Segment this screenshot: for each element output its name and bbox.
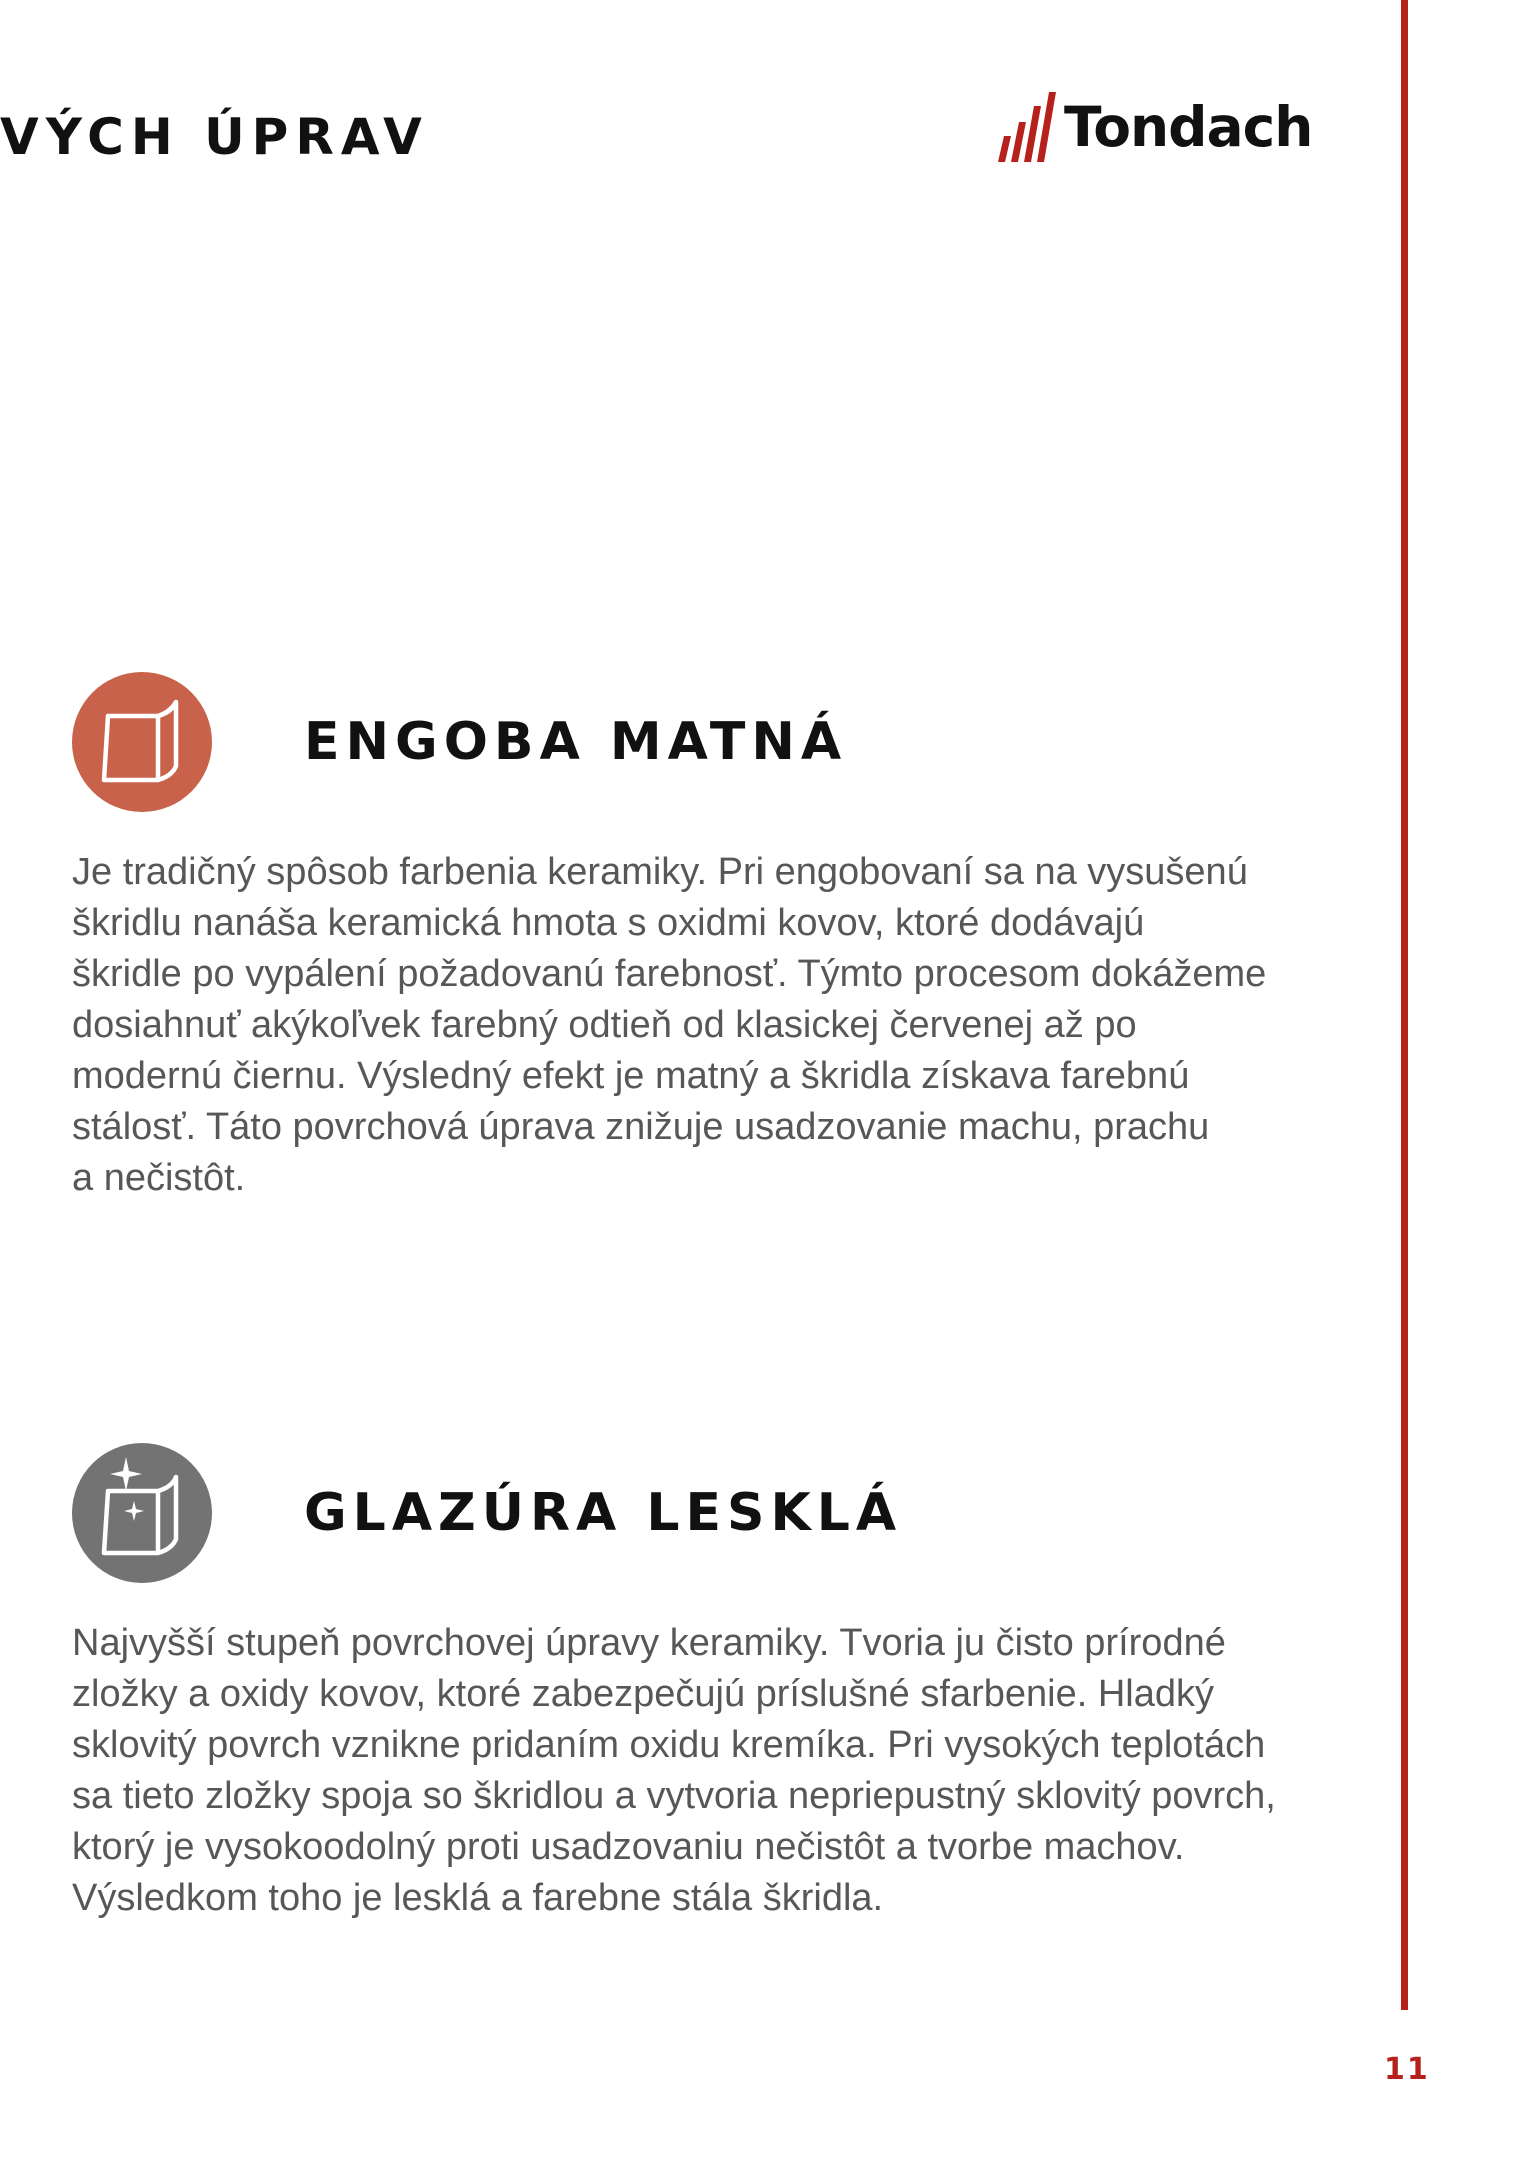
page-header-title: VÝCH ÚPRAV: [0, 108, 429, 166]
matte-tile-icon: [72, 672, 212, 812]
tondach-logo-icon: [996, 92, 1058, 162]
glossy-tile-icon: [72, 1443, 212, 1583]
section-title-engoba: ENGOBA MATNÁ: [304, 712, 848, 772]
section-body-glazura: Najvyšší stupeň povrchovej úpravy keramiky. Tvoria ju čisto prírodné zložky a oxidy kovov, ktoré zabezpečujú príslušné sfarbenie. Hladký sklovitý povrch vznikne pridaním oxidu kremíka. Pri vysokých teplotách sa tieto zložky spoja so škridlou a vytvoria nepriepustný sklovitý povrch, ktorý je vysokoodolný proti usadzovaniu nečistôt a tvorbe machov. Výsledkom toho je lesklá a farebne stála škridla.: [72, 1622, 1276, 1919]
section-title-glazura: GLAZÚRA LESKLÁ: [304, 1483, 903, 1543]
brand-logo: [996, 92, 1312, 162]
logo-text: Tondach: [1064, 94, 1313, 159]
vertical-red-rule: [1401, 0, 1408, 2010]
page-number: 11: [1384, 2052, 1430, 2087]
section-body-engoba: Je tradičný spôsob farbenia keramiky. Pri engobovaní sa na vysušenú škridlu nanáša keramická hmota s oxidmi kovov, ktoré dodávajú škridle po vypálení požadovanú farebnosť. Týmto procesom dokážeme dosiahnuť akýkoľvek farebný odtieň od klasickej červenej až po modernú čiernu. Výsledný efekt je matný a škridla získava farebnú stálosť. Táto povrchová úprava znižuje usadzovanie machu, prachu a nečistôt.: [72, 851, 1267, 1199]
